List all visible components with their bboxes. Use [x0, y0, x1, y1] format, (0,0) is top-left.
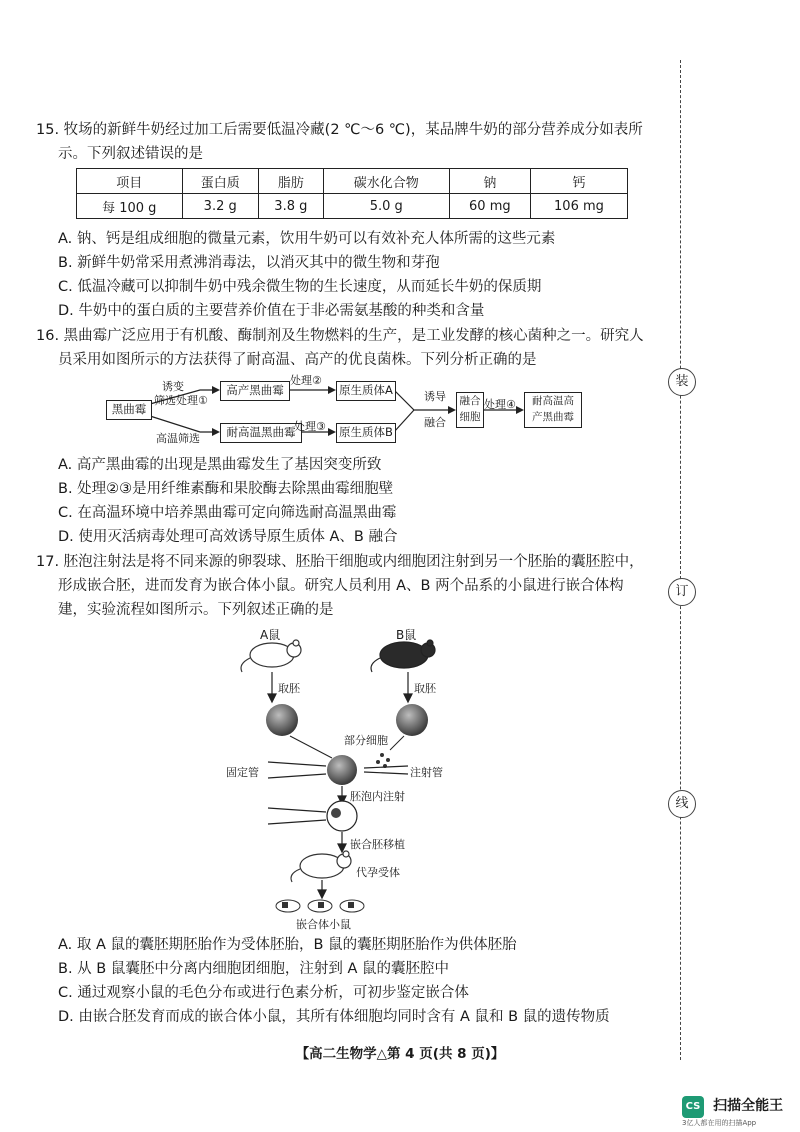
table-header-cell: 钠	[449, 169, 530, 194]
margin-seal-xian: 线	[668, 790, 696, 818]
q16-option-d: D. 使用灭活病毒处理可高效诱导原生质体 A、B 融合	[58, 529, 398, 545]
q15-option-a: A. 钠、钙是组成细胞的微量元素，饮用牛奶可以有效补充人体所需的这些元素	[58, 231, 556, 247]
q17-option-c: C. 通过观察小鼠的毛色分布或进行色素分析，可初步鉴定嵌合体	[58, 985, 469, 1001]
label-mutagenesis: 诱变	[162, 380, 184, 393]
label-screen-treat1: 筛选处理①	[154, 394, 208, 407]
label-chimeric-transfer: 嵌合胚移植	[350, 838, 405, 851]
table-cell: 5.0 g	[323, 194, 449, 219]
q16-option-c: C. 在高温环境中培养黑曲霉可定向筛选耐高温黑曲霉	[58, 505, 397, 521]
label-surrogate: 代孕受体	[356, 866, 400, 879]
q15-option-b: B. 新鲜牛奶常采用煮沸消毒法，以消灭其中的微生物和芽孢	[58, 255, 440, 271]
table-header-cell: 钙	[530, 169, 627, 194]
table-header-cell: 项目	[77, 169, 183, 194]
margin-seal-ding: 订	[668, 578, 696, 606]
table-header-cell: 脂肪	[258, 169, 323, 194]
box-aspergillus-niger: 黑曲霉	[106, 400, 152, 420]
table-header-cell: 蛋白质	[182, 169, 258, 194]
label-induce: 诱导	[424, 390, 446, 403]
table-cell: 60 mg	[449, 194, 530, 219]
label-mouse-a: A鼠	[260, 628, 281, 642]
q17-stem-line1: 17. 胚泡注射法是将不同来源的卵裂球、胚胎干细胞或内细胞团注射到另一个胚胎的囊胚腔中，	[36, 554, 644, 570]
label-blastocoel-injection: 胚泡内注射	[350, 790, 405, 803]
margin-seal-zhuang: 装	[668, 368, 696, 396]
box-heat-tolerant: 耐高温黑曲霉	[220, 423, 302, 443]
q17-stem-line2: 形成嵌合胚，进而发育为嵌合体小鼠。研究人员利用 A、B 两个品系的小鼠进行嵌合体构	[58, 578, 624, 594]
box-final-strain: 耐高温高 产黑曲霉	[524, 392, 582, 428]
table-header-cell: 碳水化合物	[323, 169, 449, 194]
q17-option-b: B. 从 B 鼠囊胚中分离内细胞团细胞，注射到 A 鼠的囊胚腔中	[58, 961, 449, 977]
q16-stem-line2: 员采用如图所示的方法获得了耐高温、高产的优良菌株。下列分析正确的是	[58, 352, 537, 368]
label-chimeric-mice: 嵌合体小鼠	[296, 918, 351, 931]
box-high-yield: 高产黑曲霉	[220, 381, 290, 401]
scanner-brand: 扫描全能王	[713, 1097, 784, 1114]
label-heat-screen: 高温筛选	[156, 432, 200, 445]
embryo-b	[396, 704, 428, 736]
box-fused-cell: 融合 细胞	[456, 392, 484, 428]
q15-option-d: D. 牛奶中的蛋白质的主要营养价值在于非必需氨基酸的种类和含量	[58, 303, 485, 319]
label-treat4: 处理④	[484, 398, 516, 411]
label-holding-pipette: 固定管	[226, 766, 259, 779]
page-footer: 【高二生物学△第 4 页(共 8 页)】	[295, 1046, 505, 1062]
table-cell: 106 mg	[530, 194, 627, 219]
camscanner-logo-icon: CS	[682, 1096, 704, 1118]
label-take-embryo-a: 取胚	[278, 682, 300, 695]
embryo-a	[266, 704, 298, 736]
holding-pipette	[268, 762, 326, 778]
q17-option-d: D. 由嵌合胚发育而成的嵌合体小鼠，其所有体细胞均同时含有 A 鼠和 B 鼠的遗传物质	[58, 1009, 610, 1025]
surrogate-mouse-icon	[291, 851, 351, 882]
label-treat3: 处理③	[294, 420, 326, 433]
label-take-embryo-b: 取胚	[414, 682, 436, 695]
label-mouse-b: B鼠	[396, 628, 417, 642]
q17-option-a: A. 取 A 鼠的囊胚期胚胎作为受体胚胎，B 鼠的囊胚期胚胎作为供体胚胎	[58, 937, 517, 953]
chimeric-embryo	[327, 801, 357, 831]
scanner-tagline: 3亿人都在用的扫描App	[682, 1119, 757, 1127]
table-cell: 3.2 g	[182, 194, 258, 219]
label-injection-pipette: 注射管	[410, 766, 443, 779]
scanner-watermark	[682, 1094, 784, 1127]
mouse-b-icon	[371, 640, 435, 672]
q17-stem-line3: 建，实验流程如图所示。下列叙述正确的是	[58, 602, 334, 618]
injection-pipette	[364, 766, 408, 774]
some-cells-dots	[376, 753, 390, 768]
q16-option-a: A. 高产黑曲霉的出现是黑曲霉发生了基因突变所致	[58, 457, 382, 473]
q16-stem-line1: 16. 黑曲霉广泛应用于有机酸、酶制剂及生物燃料的生产，是工业发酵的核心菌种之一。研究人	[36, 328, 644, 344]
label-fuse: 融合	[424, 416, 446, 429]
table-cell: 3.8 g	[258, 194, 323, 219]
q16-option-b: B. 处理②③是用纤维素酶和果胶酶去除黑曲霉细胞壁	[58, 481, 394, 497]
box-protoplast-b: 原生质体B	[336, 423, 396, 443]
mouse-a-icon	[241, 640, 301, 672]
box-protoplast-a: 原生质体A	[336, 381, 396, 401]
label-treat2: 处理②	[290, 374, 322, 387]
q15-stem-line2: 示。下列叙述错误的是	[58, 146, 203, 162]
q15-stem-line1: 15. 牧场的新鲜牛奶经过加工后需要低温冷藏(2 ℃～6 ℃)，某品牌牛奶的部分营养成分如表所	[36, 122, 643, 138]
label-some-cells: 部分细胞	[344, 734, 388, 747]
q15-option-c: C. 低温冷藏可以抑制牛奶中残余微生物的生长速度，从而延长牛奶的保质期	[58, 279, 542, 295]
table-cell: 每 100 g	[77, 194, 183, 219]
host-embryo	[327, 755, 357, 785]
